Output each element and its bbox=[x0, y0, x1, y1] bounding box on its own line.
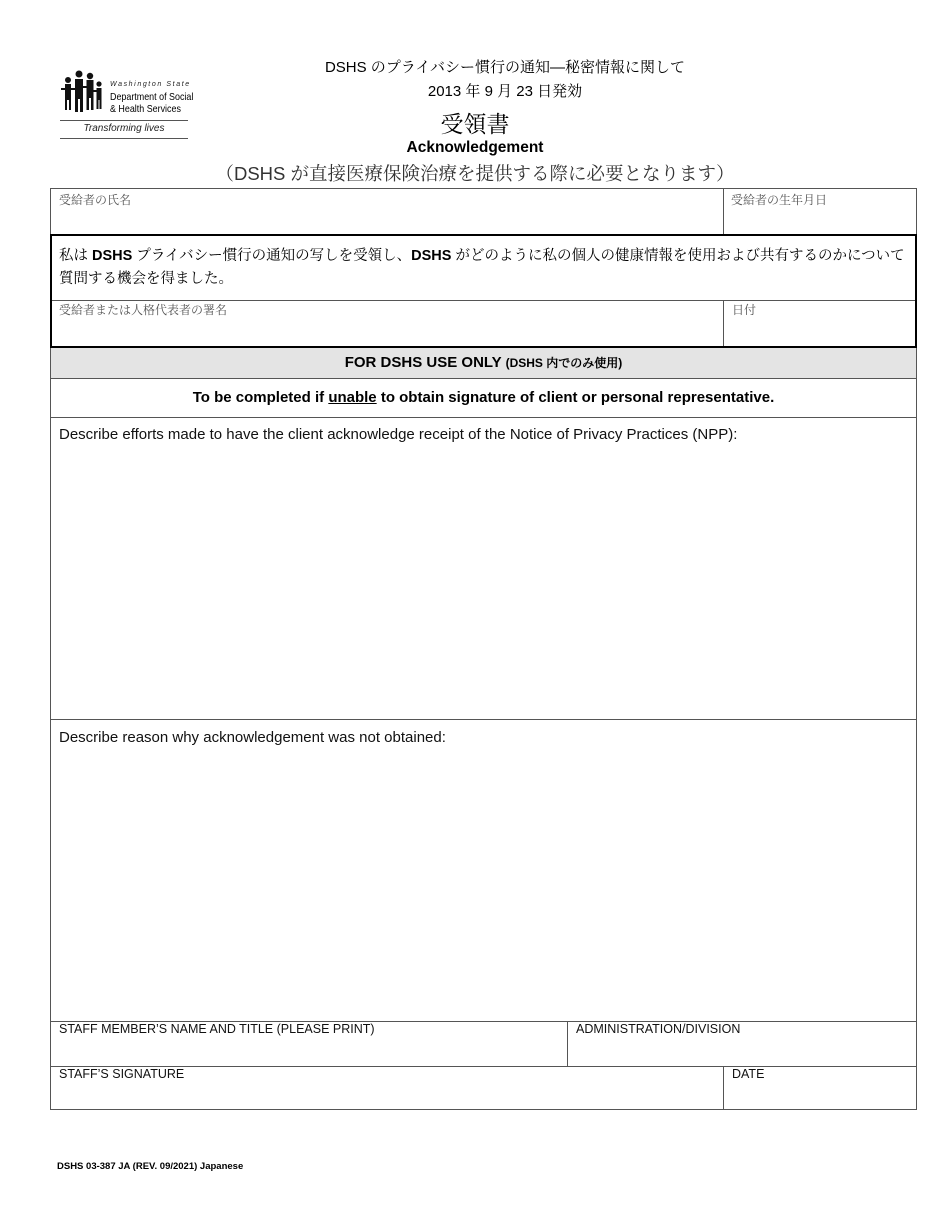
client-dob-label: 受給者の生年月日 bbox=[731, 193, 828, 207]
signature-label: 受給者または人格代表者の署名 bbox=[59, 303, 228, 317]
form-id: DSHS 03-387 JA (REV. 09/2021) Japanese bbox=[57, 1161, 244, 1172]
client-name-field[interactable] bbox=[51, 203, 723, 234]
logo-tagline: Transforming lives bbox=[83, 123, 165, 134]
administration-field[interactable] bbox=[568, 1037, 916, 1066]
requirement-note: （DSHS が直接医療保険治療を提供する際に必要となります） bbox=[215, 163, 735, 184]
administration-label: ADMINISTRATION/DIVISION bbox=[576, 1022, 741, 1036]
row-divider bbox=[51, 719, 916, 720]
client-dob-field[interactable] bbox=[724, 203, 916, 234]
ack-part2: プライバシー慣行の通知の写しを受領し、 bbox=[132, 248, 412, 264]
complete-unable: unable bbox=[328, 389, 377, 406]
complete-part2: to obtain signature of client or personal representative. bbox=[376, 389, 775, 406]
ack-part3: がどのように私の個人の健康情報を使用および共有するのかについて質問する機会を得ました。 bbox=[59, 248, 905, 287]
ack-part1: 私は bbox=[59, 248, 93, 264]
staff-signature-field[interactable] bbox=[51, 1082, 723, 1109]
staff-date-field[interactable] bbox=[724, 1082, 916, 1109]
complete-part1: To be completed if bbox=[192, 389, 329, 406]
ack-dshs2: DSHS bbox=[411, 248, 452, 264]
reason-textarea[interactable] bbox=[51, 750, 916, 1021]
page-title-en: Acknowledgement bbox=[406, 139, 544, 156]
staff-date-label: DATE bbox=[732, 1067, 765, 1081]
dshs-use-only-header bbox=[51, 348, 916, 379]
staff-signature-label: STAFF’S SIGNATURE bbox=[59, 1067, 185, 1081]
completion-instruction bbox=[51, 379, 916, 418]
staff-name-label: STAFF MEMBER’S NAME AND TITLE (PLEASE PRINT) bbox=[59, 1022, 375, 1036]
client-signature-field[interactable] bbox=[52, 315, 722, 346]
efforts-label: Describe efforts made to have the client acknowledge receipt of the Notice of Privacy Practices (NPP): bbox=[59, 426, 738, 443]
client-name-label: 受給者の氏名 bbox=[59, 193, 132, 207]
acknowledgement-form bbox=[50, 188, 917, 1110]
ack-dshs1: DSHS bbox=[92, 248, 133, 264]
efforts-textarea[interactable] bbox=[51, 447, 916, 719]
reason-label: Describe reason why acknowledgement was not obtained: bbox=[59, 729, 446, 746]
logo-dept-line2: & Health Services bbox=[110, 103, 181, 115]
staff-name-field[interactable] bbox=[51, 1037, 567, 1066]
dshs-use-only-text: FOR DSHS USE ONLY bbox=[344, 354, 502, 371]
logo-state-text: Washington State bbox=[110, 81, 191, 88]
acknowledgement-statement bbox=[59, 245, 911, 291]
page-title-jp: 受領書 bbox=[440, 112, 510, 138]
dshs-use-only-jp-text: (DSHS 内でのみ使用) bbox=[505, 356, 623, 370]
effective-date: 2013 年 9 月 23 日発効 bbox=[427, 83, 583, 100]
client-date-field[interactable] bbox=[724, 315, 914, 346]
date-jp-label: 日付 bbox=[732, 303, 757, 317]
acknowledgement-statement-box bbox=[50, 234, 917, 348]
notice-title: DSHS のプライバシー慣行の通知—秘密情報に関して bbox=[324, 59, 686, 76]
logo-dept-line1: Department of Social bbox=[110, 91, 194, 103]
